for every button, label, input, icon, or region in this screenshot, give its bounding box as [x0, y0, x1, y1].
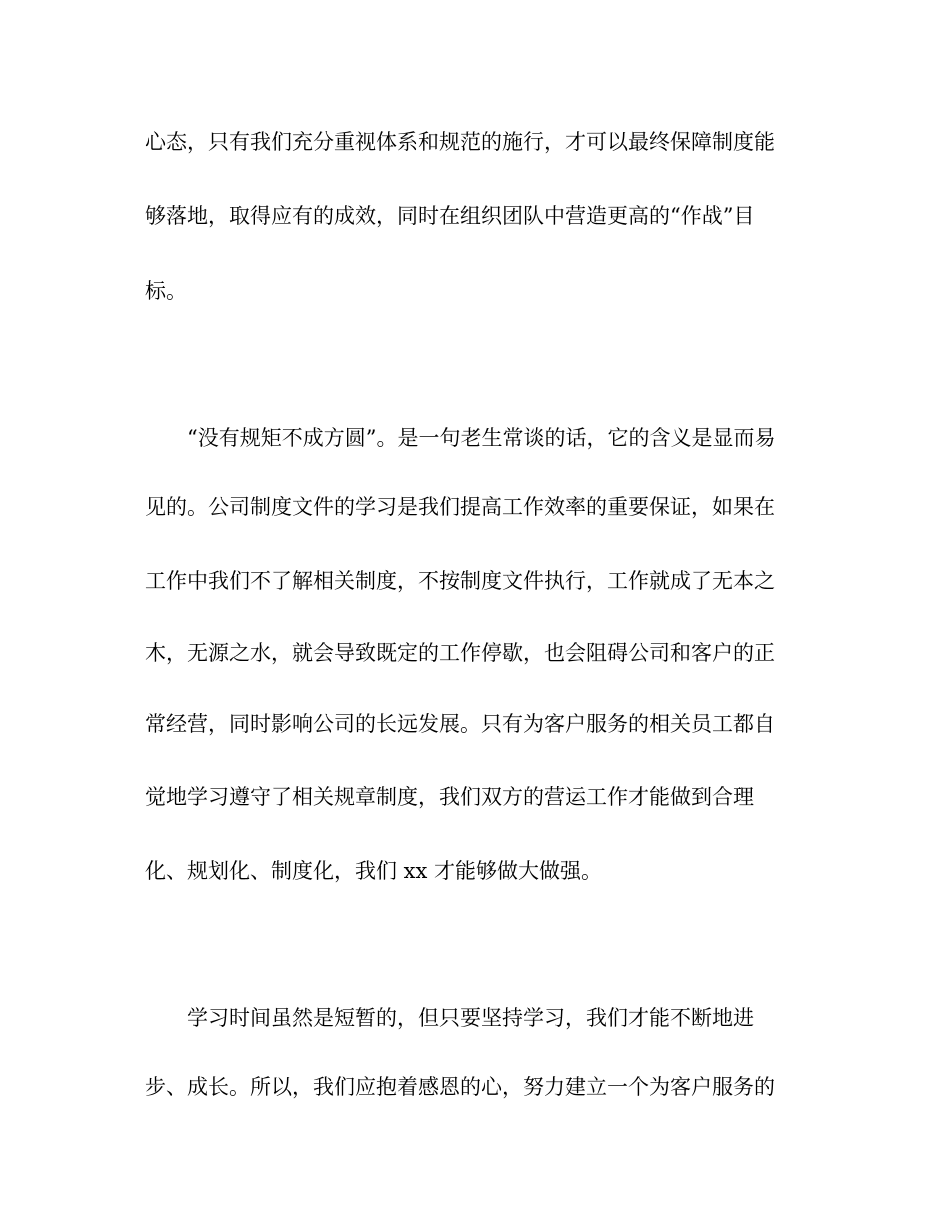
- paragraph-2-line-6: 觉地学习遵守了相关规章制度，我们双方的营运工作才能做到合理: [145, 785, 754, 809]
- paragraph-2-line-2: 见的。公司制度文件的学习是我们提高工作效率的重要保证，如果在: [145, 495, 775, 519]
- paragraph-2-line-1: “没有规矩不成方圆”。是一句老生常谈的话，它的含义是显而易: [187, 426, 776, 450]
- paragraph-1-line-1: 心态，只有我们充分重视体系和规范的施行，才可以最终保障制度能: [145, 130, 775, 154]
- paragraph-1-line-3: 标。: [145, 279, 187, 303]
- paragraph-2-line-7: 化、规划化、制度化，我们 xx 才能够做大做强。: [145, 859, 603, 883]
- paragraph-2-line-3: 工作中我们不了解相关制度，不按制度文件执行，工作就成了无本之: [145, 569, 775, 593]
- paragraph-2-line-4: 木，无源之水，就会导致既定的工作停歇，也会阻碍公司和客户的正: [145, 641, 775, 665]
- paragraph-2-line-5: 常经营，同时影响公司的长远发展。只有为客户服务的相关员工都自: [145, 712, 775, 736]
- paragraph-1-line-2: 够落地，取得应有的成效，同时在组织团队中营造更高的“作战”目: [145, 204, 755, 228]
- paragraph-3-line-1: 学习时间虽然是短暂的，但只要坚持学习，我们才能不断地进: [187, 1006, 754, 1030]
- paragraph-3-line-2: 步、成长。所以，我们应抱着感恩的心，努力建立一个为客户服务的: [145, 1075, 775, 1099]
